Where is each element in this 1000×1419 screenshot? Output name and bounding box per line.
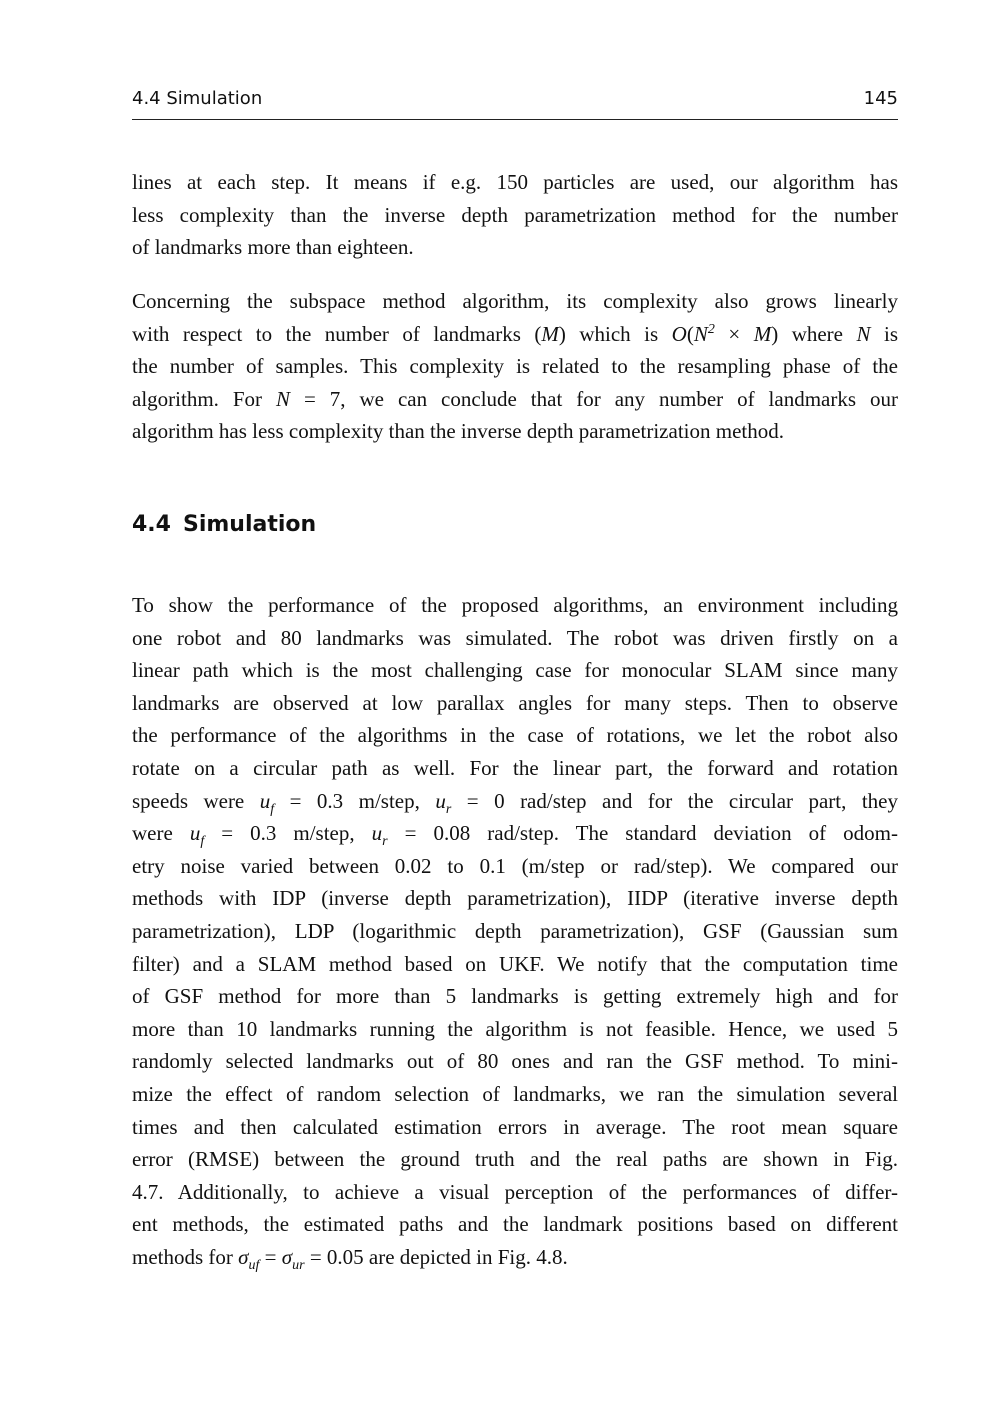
text-line <box>132 1176 898 1209</box>
text-segment: parametrization), LDP (logarithmic depth parametrization), GSF (Gaussian sum <box>132 918 898 943</box>
text-segment: = 0.05 are depicted in Fig. 4.8. <box>304 1244 568 1269</box>
text-line <box>132 622 898 655</box>
math-variable: u <box>189 821 201 846</box>
text-line <box>132 1078 898 1111</box>
math-variable: N <box>276 386 291 411</box>
math-variable: σ <box>238 1244 249 1269</box>
text-line <box>132 654 898 687</box>
math-symbol <box>672 322 687 346</box>
text-segment: one robot and 80 landmarks was simulated. The robot was driven firstly on a <box>132 625 898 650</box>
text-segment: ) which is <box>558 321 672 346</box>
math-symbol <box>435 788 452 817</box>
text-line <box>132 719 898 752</box>
math-variable: O <box>671 321 687 346</box>
math-subscript: f <box>270 801 275 817</box>
text-segment: times and then calculated estimation errors in average. The root mean square <box>132 1114 898 1139</box>
text-line <box>132 383 898 416</box>
text-segment: = 0 rad/step and for the circular part, they <box>451 788 899 813</box>
math-symbol <box>238 1244 260 1274</box>
math-symbol <box>189 821 205 850</box>
paragraph-complexity-particles <box>132 166 898 264</box>
math-subscript: f <box>200 834 205 850</box>
math-symbol <box>754 322 772 346</box>
text-segment: = 0.3 m/step, <box>204 821 372 846</box>
text-line <box>132 687 898 720</box>
math-symbol <box>694 322 715 346</box>
text-segment: of GSF method for more than 5 landmarks is getting extremely high and for <box>132 984 898 1009</box>
text-segment: ) where <box>771 321 857 346</box>
text-segment: methods for <box>132 1244 239 1269</box>
paragraph-subspace-complexity <box>132 285 898 448</box>
text-segment: methods with IDP (inverse depth parametrization), IIDP (iterative inverse depth <box>132 886 898 911</box>
math-variable: u <box>371 821 383 846</box>
text-line <box>132 785 898 818</box>
text-segment: the number of samples. This complexity is related to the resampling phase of the <box>132 354 898 379</box>
text-line <box>132 1241 898 1274</box>
math-variable: N <box>856 321 871 346</box>
text-line <box>132 318 898 351</box>
text-segment: error (RMSE) between the ground truth and the real paths are shown in Fig. <box>132 1147 898 1172</box>
running-header-section: 4.4 Simulation <box>132 88 263 109</box>
math-symbol <box>371 821 388 850</box>
text-line <box>132 915 898 948</box>
text-line <box>132 589 898 622</box>
text-segment: = <box>259 1244 282 1269</box>
math-subscript: ur <box>292 1258 305 1274</box>
text-segment: filter) and a SLAM method based on UKF. We notify that the computation time <box>132 951 898 976</box>
math-variable: u <box>435 788 446 813</box>
text-line <box>132 1045 898 1078</box>
text-line <box>132 231 898 264</box>
math-symbol <box>281 1244 305 1274</box>
text-segment: lines at each step. It means if e.g. 150 particles are used, our algorithm has <box>132 170 898 194</box>
math-superscript: 2 <box>707 321 715 337</box>
text-segment: landmarks are observed at low parallax angles for many steps. Then to observe <box>132 690 898 715</box>
text-line <box>132 350 898 383</box>
text-segment: mize the effect of random selection of landmarks, we ran the simulation several <box>132 1081 898 1106</box>
text-segment: ( <box>686 321 694 346</box>
text-line <box>132 980 898 1013</box>
paragraph-simulation <box>132 589 898 1273</box>
text-segment: = 7, we can conclude that for any number of landmarks our <box>290 386 898 411</box>
text-segment: algorithm. For <box>132 386 276 411</box>
text-line <box>132 285 898 318</box>
text-segment: ent methods, the estimated paths and the landmark positions based on different <box>132 1212 898 1237</box>
text-line <box>132 1143 898 1176</box>
text-segment: less complexity than the inverse depth parametrization method for the number <box>132 202 898 227</box>
text-segment: × <box>714 321 754 346</box>
math-subscript: r <box>382 834 388 850</box>
math-variable: M <box>541 321 559 346</box>
text-segment: more than 10 landmarks running the algorithm is not feasible. Hence, we used 5 <box>132 1016 898 1041</box>
text-line <box>132 1111 898 1144</box>
section-number: 4.4 <box>132 512 171 537</box>
text-line <box>132 1013 898 1046</box>
math-symbol <box>259 788 275 817</box>
text-segment: To show the performance of the proposed algorithms, an environment including <box>132 593 898 617</box>
text-line <box>132 415 898 448</box>
text-segment: etry noise varied between 0.02 to 0.1 (m/step or rad/step). We compared our <box>132 853 898 878</box>
section-heading <box>132 512 316 537</box>
text-segment: linear path which is the most challenging case for monocular SLAM since many <box>132 658 898 683</box>
text-segment: is <box>870 321 899 346</box>
math-symbol <box>276 387 290 411</box>
text-line <box>132 882 898 915</box>
text-segment: of landmarks more than eighteen. <box>132 235 414 260</box>
math-variable: M <box>753 321 772 346</box>
running-header <box>132 88 898 114</box>
math-variable: u <box>259 788 271 813</box>
text-line <box>132 199 898 232</box>
text-segment: rotate on a circular path as well. For the linear part, the forward and rotation <box>132 755 898 780</box>
section-title: Simulation <box>182 512 317 537</box>
text-line <box>132 1208 898 1241</box>
text-segment: algorithm has less complexity than the inverse depth parametrization method. <box>132 419 784 444</box>
text-segment: = 0.3 m/step, <box>274 788 436 813</box>
text-segment: 4.7. Additionally, to achieve a visual perception of the performances of differ- <box>132 1179 898 1204</box>
text-segment: were <box>132 821 190 846</box>
text-segment: = 0.08 rad/step. The standard deviation of odom- <box>387 821 898 846</box>
header-rule <box>132 119 898 120</box>
page-number: 145 <box>863 88 898 109</box>
math-symbol <box>541 322 559 346</box>
text-segment: randomly selected landmarks out of 80 ones and ran the GSF method. To mini- <box>132 1049 898 1074</box>
text-segment: the performance of the algorithms in the case of rotations, we let the robot also <box>132 723 898 748</box>
math-variable: σ <box>281 1244 293 1269</box>
text-line <box>132 166 898 199</box>
math-symbol <box>856 322 870 346</box>
text-segment: with respect to the number of landmarks ( <box>132 321 542 346</box>
text-segment: speeds were <box>132 788 260 813</box>
text-line <box>132 817 898 850</box>
math-variable: N <box>693 321 708 346</box>
math-subscript: uf <box>248 1258 260 1274</box>
text-segment: Concerning the subspace method algorithm, its complexity also grows linearly <box>132 289 898 313</box>
math-subscript: r <box>445 801 452 817</box>
text-line <box>132 752 898 785</box>
text-line <box>132 850 898 883</box>
text-line <box>132 948 898 981</box>
